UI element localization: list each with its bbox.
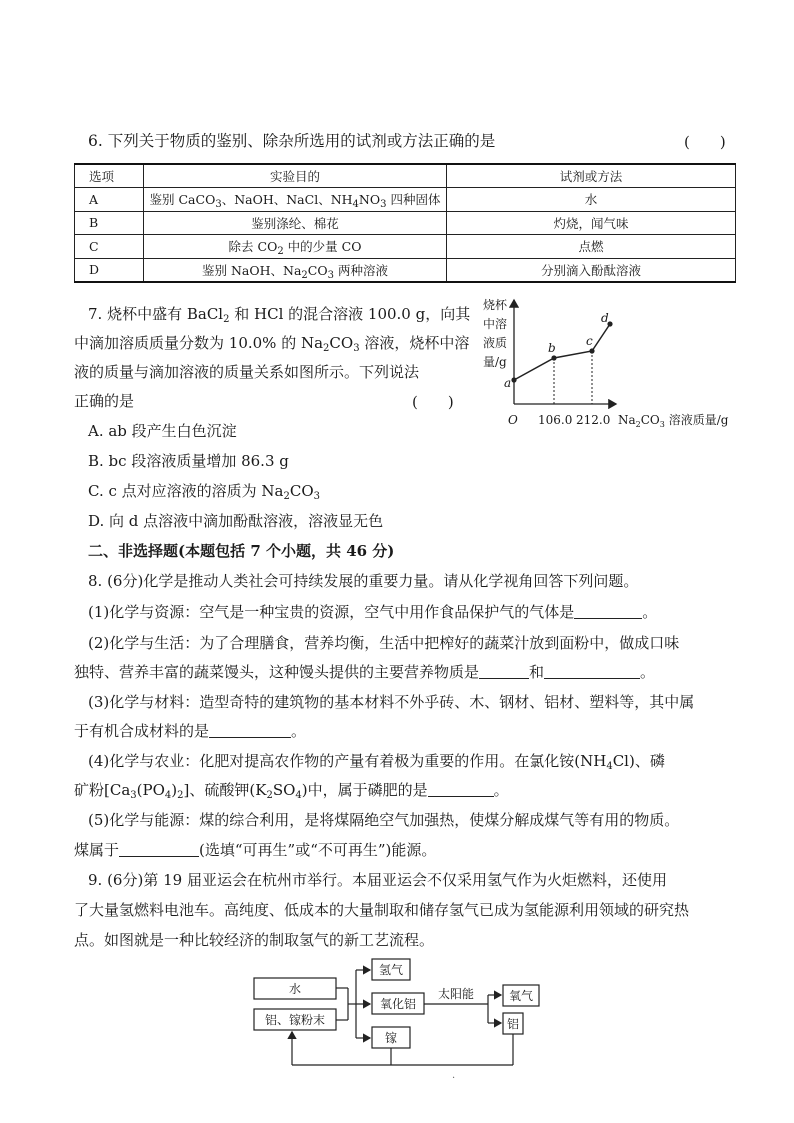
section-heading: 二、非选择题(本题包括 7 个小题，共 46 分) <box>88 542 395 560</box>
mass-curve <box>514 324 610 380</box>
row-method: 分别滴入酚酞溶液 <box>447 258 736 282</box>
q8-part-3-line-1: (3)化学与材料：造型奇特的建筑物的基本材料不外乎砖、木、钢材、铝材、塑料等，其中属 <box>88 693 695 711</box>
row-option: D <box>75 258 144 282</box>
alumina-label: 氧化铝 <box>379 997 417 1011</box>
q8-part-1: (1)化学与资源：空气是一种宝贵的资源，空气中用作食品保护气的气体是 。 <box>88 603 658 621</box>
point-a <box>511 377 516 382</box>
q9-line-2: 了大量氢燃料电池车。高纯度、低成本的大量制取和储存氢气已成为氢能源利用领域的研究热 <box>74 901 690 919</box>
water-label: 水 <box>288 982 302 996</box>
q7-option-a: A. ab 段产生白色沉淀 <box>88 422 237 440</box>
q7-option-c: C. c 点对应溶液的溶质为 $Na_2CO_3$ <box>88 482 321 502</box>
row-option: B <box>75 211 144 235</box>
q7-answer-paren: ( ) <box>412 393 454 411</box>
point-c <box>589 348 594 353</box>
q7-mass-graph <box>482 294 742 434</box>
table-header-row <box>75 164 736 188</box>
table-row <box>75 211 736 235</box>
q7-option-d: D. 向 d 点溶液中滴加酚酞溶液，溶液显无色 <box>88 512 384 530</box>
gallium-label: 镓 <box>384 1031 398 1045</box>
ylabel-line: 液质 <box>483 336 508 350</box>
q8-part-2-line-1: (2)化学与生活：为了合理膳食，营养均衡，生活中把榨好的蔬菜汁放到面粉中，做成口味 <box>88 634 680 652</box>
ylabel-line: 量/g <box>483 355 507 369</box>
row-option: A <box>75 188 144 212</box>
q8-part-3-line-2: 于有机合成材料的是 。 <box>74 722 307 740</box>
q7-option-b: B. bc 段溶液质量增加 86.3 g <box>88 452 289 470</box>
row-method: 水 <box>447 188 736 212</box>
hydrogen-process-flowchart <box>248 955 548 1085</box>
q7-line-1: 7. 烧杯中盛有 BaCl$_2$ 和 HCl 的混合溶液 100.0 g，向其 <box>88 305 471 325</box>
row-purpose: 除去 $CO_2$ 中的少量 CO <box>144 235 447 259</box>
point-label: b <box>548 341 556 355</box>
origin-label: O <box>508 413 518 427</box>
header-purpose: 实验目的 <box>144 164 447 188</box>
table-row <box>75 188 736 212</box>
row-purpose: 鉴别 CaCO$_3$、NaOH、NaCl、$NH_4NO_3$ 四种固体 <box>144 188 447 212</box>
solar-label: 太阳能 <box>437 987 475 1001</box>
hydrogen-label: 氢气 <box>378 963 404 977</box>
header-method: 试剂或方法 <box>447 164 736 188</box>
q6-stem: 6. 下列关于物质的鉴别、除杂所选用的试剂或方法正确的是 <box>88 132 496 150</box>
header-option: 选项 <box>75 164 144 188</box>
point-b <box>551 355 556 360</box>
q7-line-3: 液的质量与滴加溶液的质量关系如图所示。下列说法 <box>74 363 420 381</box>
row-purpose: 鉴别 NaOH、$Na_2CO_3$ 两种溶液 <box>144 258 447 282</box>
q8-part-4-line-2: 矿粉$[Ca_3(PO_4)_2]$、硫酸钾$(K_2SO_4)$中，属于磷肥的是 。 <box>74 781 509 801</box>
row-method: 灼烧，闻气味 <box>447 211 736 235</box>
point-label: d <box>601 311 609 325</box>
q7-line-4: 正确的是 <box>74 392 135 410</box>
q8-part-2-line-2: 独特、营养丰富的蔬菜馒头，这种馒头提供的主要营养物质是 和 。 <box>74 663 656 681</box>
q8-part-5-line-2: 煤属于 (选填“可再生”或“不可再生”)能源。 <box>74 841 437 859</box>
table-row <box>75 235 736 259</box>
x-axis-label: $Na_2CO_3$ 溶液质量/g <box>618 413 729 429</box>
point-label: a <box>504 376 512 390</box>
page-footer-mark: · <box>452 1073 456 1084</box>
q9-line-1: 9. (6分)第 19 届亚运会在杭州市举行。本届亚运会不仅采用氢气作为火炬燃料，还使用 <box>88 871 667 889</box>
row-method: 点燃 <box>447 235 736 259</box>
q6-answer-paren: ( ) <box>684 133 726 151</box>
q7-line-2: 中滴加溶质质量分数为 10.0% 的 $Na_2CO_3$ 溶液，烧杯中溶 <box>74 334 470 354</box>
q8-part-5-line-1: (5)化学与能源：煤的综合利用，是将煤隔绝空气加强热，使煤分解成煤气等有用的物质。 <box>88 811 680 829</box>
alloy-label: 铝、镓粉末 <box>264 1013 326 1027</box>
x-tick-label: 106.0 <box>538 413 573 427</box>
aluminium-label: 铝 <box>506 1017 520 1031</box>
q8-part-4-line-1: (4)化学与农业：化肥对提高农作物的产量有着极为重要的作用。在氯化铵$(NH_4Cl)$、磷 <box>88 752 665 772</box>
row-purpose: 鉴别涤纶、棉花 <box>144 211 447 235</box>
q6-option-table <box>74 163 736 283</box>
table-row <box>75 258 736 282</box>
ylabel-line: 中溶 <box>483 317 508 331</box>
x-tick-label: 212.0 <box>576 413 611 427</box>
oxygen-label: 氧气 <box>508 989 534 1003</box>
point-label: c <box>586 334 593 348</box>
q9-line-3: 点。如图就是一种比较经济的制取氢气的新工艺流程。 <box>74 931 435 949</box>
ylabel-line: 烧杯 <box>483 298 508 312</box>
q8-stem: 8. (6分)化学是推动人类社会可持续发展的重要力量。请从化学视角回答下列问题。 <box>88 572 639 590</box>
row-option: C <box>75 235 144 259</box>
